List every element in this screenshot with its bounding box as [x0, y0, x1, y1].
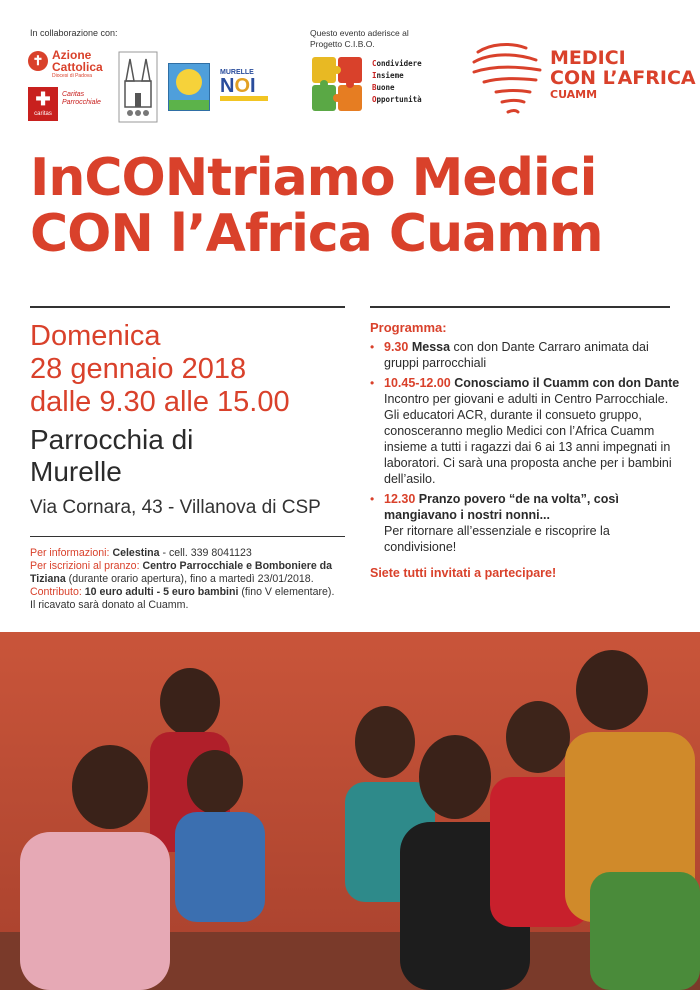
noi-n: N [220, 75, 235, 97]
place-line1: Parrocchia di [30, 424, 194, 455]
caritas-cross-icon: ✚ [35, 89, 51, 109]
cibo-label-1: Questo evento aderisce al [310, 28, 409, 38]
ac-line1: Azione [52, 48, 92, 62]
programma-footer: Siete tutti invitati a partecipare! [370, 566, 557, 580]
contrib-note: (fino V elementare). [238, 586, 335, 598]
item-extra: Per ritornare all’essenziale e riscoprire la condivisione! [384, 524, 610, 554]
divider-right [370, 306, 670, 308]
ac-line2: Cattolica [52, 60, 103, 74]
contrib-label: Contributo: [30, 586, 82, 598]
info-phone: - cell. 339 8041123 [159, 547, 252, 559]
azione-cattolica-logo [28, 49, 120, 77]
puzzle-icon [310, 55, 366, 115]
programma-list [370, 339, 680, 555]
cross-icon: ✝ [28, 51, 48, 71]
caritas-label: caritas [34, 111, 52, 117]
cibo-c-rest: ondividere [376, 59, 422, 68]
cibo-label [310, 28, 409, 50]
cibo-i-rest: nsieme [376, 71, 404, 80]
lunch-place-1: Centro Parrocchiale e Bomboniere da [142, 560, 333, 572]
contrib-value: 10 euro adulti - 5 euro bambini [84, 586, 239, 598]
event-date: 28 gennaio 2018 [30, 353, 247, 385]
murelle-label: MURELLE [220, 69, 254, 76]
cibo-label-2: Progetto C.I.B.O. [310, 39, 375, 49]
noi-i: I [250, 75, 256, 97]
church-icon [118, 51, 158, 123]
info-label: Per informazioni: [30, 547, 110, 559]
caritas-logo [28, 87, 58, 121]
place-line2: Murelle [30, 456, 122, 487]
cibo-b: B [372, 83, 377, 92]
cibo-o-rest: pportunità [376, 95, 422, 104]
event-address: Via Cornara, 43 - Villanova di CSP [30, 497, 321, 518]
programma [370, 320, 680, 581]
cibo-acronym [372, 58, 422, 106]
info-block [30, 547, 355, 612]
children-photo [0, 632, 700, 990]
list-item [370, 491, 680, 555]
ac-line3: Diocesi di Padova [52, 73, 93, 79]
divider-info [30, 536, 345, 537]
info-name: Celestina [112, 547, 160, 559]
item-time: 10.45-12.00 [384, 376, 451, 390]
brand-line2: CON L’AFRICA [550, 67, 696, 89]
event-place [30, 424, 193, 488]
item-extra: Incontro per giovani e adulti in Centro Parrocchiale. Gli educatori ACR, durante il consueto gruppo, conosceranno meglio Medici con l’Africa Cuamm insieme a tutti i ragazzi dai 6 ai 13 anni impegnati in laboratori. Ci sarà una proposta anche per i bambini dell’asilo. [384, 392, 672, 486]
collab-label: In collaborazione con: [30, 28, 118, 38]
item-time: 9.30 [384, 340, 409, 354]
item-title: Pranzo povero “de na volta”, così mangiavano i nostri nonni... [384, 492, 619, 522]
proceeds-note: Il ricavato sarà donato al Cuamm. [30, 599, 189, 611]
caritas-parrocchiale-label: Caritas Parrocchiale [62, 91, 101, 106]
cibo-b-rest: uone [376, 83, 395, 92]
event-title [30, 150, 690, 262]
item-title: Messa [411, 340, 451, 354]
event-hours: dalle 9.30 alle 15.00 [30, 386, 290, 418]
cibo-c: C [372, 59, 377, 68]
item-time: 12.30 [384, 492, 416, 506]
item-title: Conosciamo il Cuamm con don Dante [454, 376, 680, 390]
cibo-o: O [372, 95, 377, 104]
medici-con-africa-logo [550, 48, 696, 101]
sun-logo [168, 63, 210, 111]
bullet-icon: • [370, 340, 375, 354]
lunch-place-2: Tiziana [30, 573, 66, 585]
programma-heading: Programma: [370, 320, 447, 335]
lunch-note: (durante orario apertura), fino a martedì 23/01/2018. [65, 573, 314, 585]
brand-line1: MEDICI [550, 47, 626, 69]
cibo-i: I [372, 71, 377, 80]
bullet-icon: • [370, 376, 375, 390]
bullet-icon: • [370, 492, 375, 506]
list-item [370, 375, 680, 487]
divider-left [30, 306, 345, 308]
brand-line3: CUAMM [550, 88, 598, 101]
event-day: Domenica [30, 320, 161, 352]
item-desc: con don Dante Carraro animata dai gruppi parrocchiali [384, 340, 649, 370]
list-item [370, 339, 680, 371]
murelle-noi-logo [220, 69, 268, 107]
event-when [30, 320, 360, 419]
title-line1: InCONtriamo Medici [30, 148, 597, 208]
lunch-label: Per iscrizioni al pranzo: [30, 560, 140, 572]
africa-map-icon [470, 40, 546, 118]
noi-o: O [234, 75, 251, 97]
title-line2: CON l’Africa Cuamm [30, 204, 603, 264]
